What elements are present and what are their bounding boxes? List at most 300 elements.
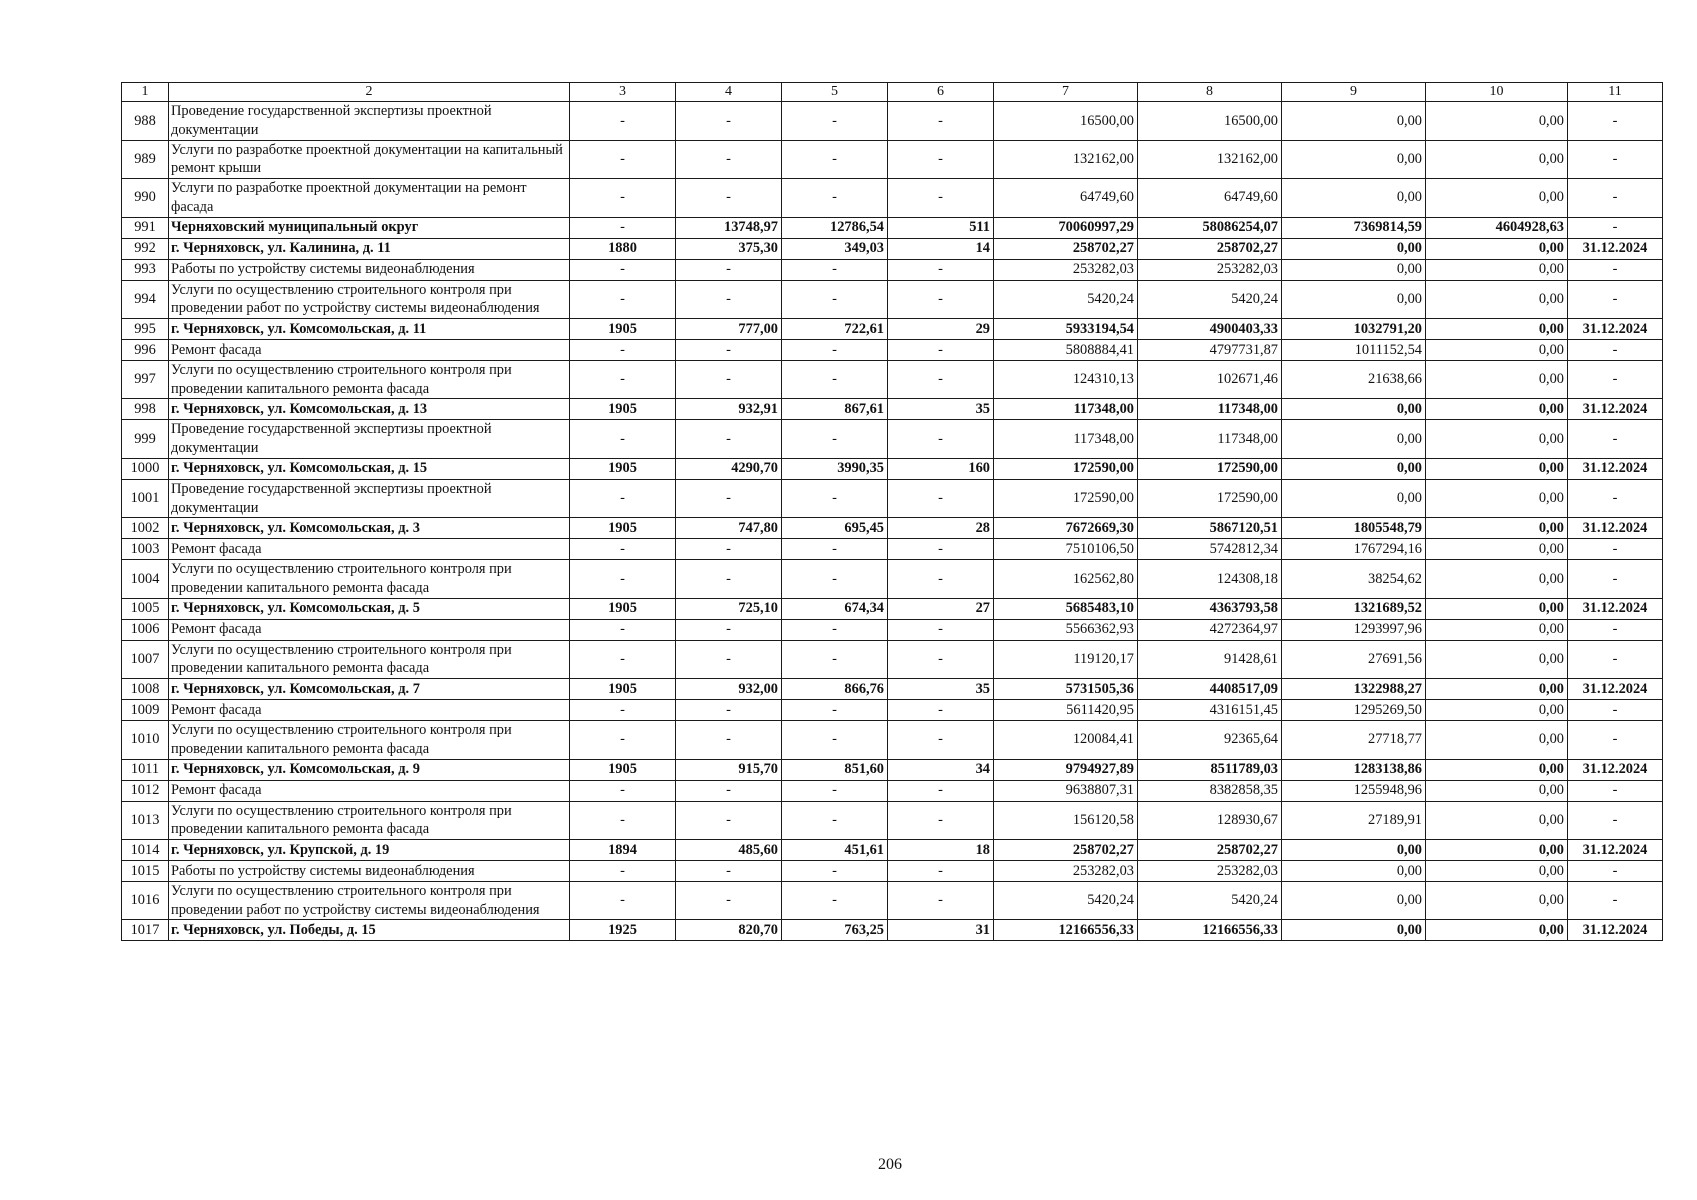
cell-owners-cost: 0,00 bbox=[1282, 179, 1426, 217]
table-row bbox=[122, 640, 1663, 678]
cell-completion-date: - bbox=[1568, 721, 1663, 759]
cell-other-cost: 0,00 bbox=[1426, 179, 1568, 217]
cell-total-area: 747,80 bbox=[676, 518, 782, 539]
cell-completion-date: 31.12.2024 bbox=[1568, 399, 1663, 420]
table-row bbox=[122, 700, 1663, 721]
cell-fund-cost: 172590,00 bbox=[1138, 479, 1282, 517]
cell-living-area: - bbox=[782, 102, 888, 140]
cell-living-area: - bbox=[782, 140, 888, 178]
table-row bbox=[122, 238, 1663, 259]
cell-owners-cost: 0,00 bbox=[1282, 882, 1426, 920]
cell-row-name: Услуги по осуществлению строительного контроля при проведении капитального ремонта фасада bbox=[169, 640, 570, 678]
cell-total-area: - bbox=[676, 339, 782, 360]
cell-build-year: - bbox=[570, 217, 676, 238]
cell-build-year: 1894 bbox=[570, 840, 676, 861]
table-row bbox=[122, 420, 1663, 458]
cell-row-name: Услуги по осуществлению строительного контроля при проведении капитального ремонта фасада bbox=[169, 721, 570, 759]
table-row bbox=[122, 179, 1663, 217]
cell-living-area: 722,61 bbox=[782, 318, 888, 339]
cell-row-number: 988 bbox=[122, 102, 169, 140]
cell-completion-date: 31.12.2024 bbox=[1568, 238, 1663, 259]
cell-residents: 511 bbox=[888, 217, 994, 238]
cell-build-year: 1905 bbox=[570, 458, 676, 479]
cell-build-year: 1880 bbox=[570, 238, 676, 259]
cell-fund-cost: 258702,27 bbox=[1138, 238, 1282, 259]
cell-other-cost: 0,00 bbox=[1426, 920, 1568, 941]
cell-residents: - bbox=[888, 360, 994, 398]
cell-other-cost: 0,00 bbox=[1426, 700, 1568, 721]
cell-residents: 14 bbox=[888, 238, 994, 259]
cell-living-area: - bbox=[782, 420, 888, 458]
cell-living-area: - bbox=[782, 179, 888, 217]
table-row bbox=[122, 399, 1663, 420]
cell-total-cost: 162562,80 bbox=[994, 560, 1138, 598]
cell-row-number: 1003 bbox=[122, 539, 169, 560]
cell-build-year: - bbox=[570, 780, 676, 801]
cell-completion-date: 31.12.2024 bbox=[1568, 458, 1663, 479]
cell-fund-cost: 12166556,33 bbox=[1138, 920, 1282, 941]
cell-living-area: 12786,54 bbox=[782, 217, 888, 238]
cell-other-cost: 0,00 bbox=[1426, 759, 1568, 780]
cell-completion-date: 31.12.2024 bbox=[1568, 679, 1663, 700]
cell-completion-date: - bbox=[1568, 640, 1663, 678]
cell-other-cost: 0,00 bbox=[1426, 598, 1568, 619]
table-row bbox=[122, 339, 1663, 360]
cell-build-year: - bbox=[570, 539, 676, 560]
cell-completion-date: - bbox=[1568, 700, 1663, 721]
cell-total-cost: 5611420,95 bbox=[994, 700, 1138, 721]
cell-fund-cost: 102671,46 bbox=[1138, 360, 1282, 398]
cell-total-cost: 9638807,31 bbox=[994, 780, 1138, 801]
cell-row-number: 999 bbox=[122, 420, 169, 458]
cell-row-name: Черняховский муниципальный округ bbox=[169, 217, 570, 238]
column-header-11: 11 bbox=[1568, 83, 1663, 102]
cell-row-number: 1002 bbox=[122, 518, 169, 539]
cell-other-cost: 0,00 bbox=[1426, 780, 1568, 801]
table-row bbox=[122, 259, 1663, 280]
cell-completion-date: - bbox=[1568, 339, 1663, 360]
cell-residents: - bbox=[888, 140, 994, 178]
table-header bbox=[122, 83, 1663, 102]
cell-total-area: - bbox=[676, 640, 782, 678]
cell-total-cost: 5933194,54 bbox=[994, 318, 1138, 339]
cell-row-number: 1007 bbox=[122, 640, 169, 678]
cell-residents: - bbox=[888, 619, 994, 640]
cell-total-area: - bbox=[676, 479, 782, 517]
cell-living-area: 867,61 bbox=[782, 399, 888, 420]
cell-total-area: - bbox=[676, 420, 782, 458]
cell-residents: 27 bbox=[888, 598, 994, 619]
cell-row-number: 1001 bbox=[122, 479, 169, 517]
cell-completion-date: - bbox=[1568, 102, 1663, 140]
table-row bbox=[122, 518, 1663, 539]
cell-completion-date: - bbox=[1568, 360, 1663, 398]
cell-completion-date: - bbox=[1568, 780, 1663, 801]
cell-total-cost: 253282,03 bbox=[994, 861, 1138, 882]
table-row bbox=[122, 479, 1663, 517]
cell-row-number: 1016 bbox=[122, 882, 169, 920]
cell-total-cost: 5420,24 bbox=[994, 280, 1138, 318]
cell-total-area: - bbox=[676, 780, 782, 801]
cell-row-name: Услуги по осуществлению строительного контроля при проведении капитального ремонта фасада bbox=[169, 801, 570, 839]
cell-residents: - bbox=[888, 882, 994, 920]
cell-build-year: 1905 bbox=[570, 679, 676, 700]
cell-total-cost: 124310,13 bbox=[994, 360, 1138, 398]
cell-other-cost: 0,00 bbox=[1426, 882, 1568, 920]
cell-residents: - bbox=[888, 479, 994, 517]
cell-owners-cost: 0,00 bbox=[1282, 259, 1426, 280]
cell-row-name: Услуги по осуществлению строительного контроля при проведении капитального ремонта фасада bbox=[169, 360, 570, 398]
cell-total-cost: 5420,24 bbox=[994, 882, 1138, 920]
cell-row-name: Проведение государственной экспертизы проектной документации bbox=[169, 420, 570, 458]
cell-row-name: г. Черняховск, ул. Комсомольская, д. 5 bbox=[169, 598, 570, 619]
cell-fund-cost: 5420,24 bbox=[1138, 882, 1282, 920]
cell-total-area: - bbox=[676, 280, 782, 318]
cell-build-year: - bbox=[570, 640, 676, 678]
cell-row-number: 993 bbox=[122, 259, 169, 280]
cell-row-number: 1004 bbox=[122, 560, 169, 598]
page-number: 206 bbox=[878, 1156, 902, 1173]
cell-row-number: 1013 bbox=[122, 801, 169, 839]
cell-row-number: 994 bbox=[122, 280, 169, 318]
cell-owners-cost: 1293997,96 bbox=[1282, 619, 1426, 640]
cell-build-year: - bbox=[570, 360, 676, 398]
cell-owners-cost: 0,00 bbox=[1282, 140, 1426, 178]
cell-row-name: г. Черняховск, ул. Комсомольская, д. 9 bbox=[169, 759, 570, 780]
cell-owners-cost: 0,00 bbox=[1282, 840, 1426, 861]
table-row bbox=[122, 920, 1663, 941]
cell-total-area: - bbox=[676, 700, 782, 721]
cell-row-name: Работы по устройству системы видеонаблюдения bbox=[169, 861, 570, 882]
table-row bbox=[122, 360, 1663, 398]
cell-total-cost: 156120,58 bbox=[994, 801, 1138, 839]
table-row bbox=[122, 318, 1663, 339]
cell-build-year: - bbox=[570, 882, 676, 920]
cell-owners-cost: 1322988,27 bbox=[1282, 679, 1426, 700]
cell-other-cost: 0,00 bbox=[1426, 259, 1568, 280]
cell-living-area: 451,61 bbox=[782, 840, 888, 861]
cell-owners-cost: 0,00 bbox=[1282, 861, 1426, 882]
cell-total-cost: 132162,00 bbox=[994, 140, 1138, 178]
cell-completion-date: - bbox=[1568, 861, 1663, 882]
cell-living-area: 866,76 bbox=[782, 679, 888, 700]
cell-owners-cost: 0,00 bbox=[1282, 479, 1426, 517]
cell-total-cost: 5566362,93 bbox=[994, 619, 1138, 640]
cell-total-cost: 70060997,29 bbox=[994, 217, 1138, 238]
cell-total-area: 777,00 bbox=[676, 318, 782, 339]
cell-fund-cost: 5420,24 bbox=[1138, 280, 1282, 318]
cell-owners-cost: 1032791,20 bbox=[1282, 318, 1426, 339]
cell-owners-cost: 1767294,16 bbox=[1282, 539, 1426, 560]
cell-build-year: 1905 bbox=[570, 318, 676, 339]
cell-row-name: Ремонт фасада bbox=[169, 780, 570, 801]
cell-total-area: 4290,70 bbox=[676, 458, 782, 479]
cell-row-number: 1006 bbox=[122, 619, 169, 640]
cell-completion-date: - bbox=[1568, 560, 1663, 598]
cell-completion-date: - bbox=[1568, 539, 1663, 560]
cell-completion-date: 31.12.2024 bbox=[1568, 598, 1663, 619]
cell-residents: 29 bbox=[888, 318, 994, 339]
table-row bbox=[122, 721, 1663, 759]
cell-owners-cost: 0,00 bbox=[1282, 280, 1426, 318]
column-header-1: 1 bbox=[122, 83, 169, 102]
column-header-9: 9 bbox=[1282, 83, 1426, 102]
data-table bbox=[121, 82, 1663, 941]
cell-total-cost: 7672669,30 bbox=[994, 518, 1138, 539]
cell-other-cost: 0,00 bbox=[1426, 539, 1568, 560]
cell-row-name: Проведение государственной экспертизы проектной документации bbox=[169, 479, 570, 517]
cell-row-number: 992 bbox=[122, 238, 169, 259]
cell-row-name: г. Черняховск, ул. Победы, д. 15 bbox=[169, 920, 570, 941]
cell-total-area: - bbox=[676, 861, 782, 882]
table-row bbox=[122, 102, 1663, 140]
cell-row-number: 989 bbox=[122, 140, 169, 178]
cell-row-name: г. Черняховск, ул. Комсомольская, д. 3 bbox=[169, 518, 570, 539]
cell-build-year: 1905 bbox=[570, 598, 676, 619]
cell-row-name: г. Черняховск, ул. Комсомольская, д. 13 bbox=[169, 399, 570, 420]
cell-fund-cost: 4797731,87 bbox=[1138, 339, 1282, 360]
cell-other-cost: 0,00 bbox=[1426, 619, 1568, 640]
cell-total-cost: 253282,03 bbox=[994, 259, 1138, 280]
cell-living-area: 674,34 bbox=[782, 598, 888, 619]
cell-other-cost: 0,00 bbox=[1426, 560, 1568, 598]
cell-completion-date: - bbox=[1568, 882, 1663, 920]
cell-owners-cost: 1283138,86 bbox=[1282, 759, 1426, 780]
cell-fund-cost: 124308,18 bbox=[1138, 560, 1282, 598]
cell-build-year: - bbox=[570, 619, 676, 640]
cell-build-year: - bbox=[570, 280, 676, 318]
cell-build-year: - bbox=[570, 721, 676, 759]
cell-other-cost: 0,00 bbox=[1426, 640, 1568, 678]
cell-row-name: г. Черняховск, ул. Комсомольская, д. 7 bbox=[169, 679, 570, 700]
cell-build-year: 1925 bbox=[570, 920, 676, 941]
cell-row-name: Ремонт фасада bbox=[169, 539, 570, 560]
cell-total-cost: 9794927,89 bbox=[994, 759, 1138, 780]
cell-fund-cost: 8382858,35 bbox=[1138, 780, 1282, 801]
cell-total-area: 915,70 bbox=[676, 759, 782, 780]
cell-living-area: 349,03 bbox=[782, 238, 888, 259]
cell-other-cost: 0,00 bbox=[1426, 420, 1568, 458]
cell-owners-cost: 38254,62 bbox=[1282, 560, 1426, 598]
cell-total-cost: 117348,00 bbox=[994, 399, 1138, 420]
cell-living-area: 695,45 bbox=[782, 518, 888, 539]
cell-total-area: 932,00 bbox=[676, 679, 782, 700]
cell-row-number: 1011 bbox=[122, 759, 169, 780]
cell-total-cost: 5685483,10 bbox=[994, 598, 1138, 619]
cell-fund-cost: 5867120,51 bbox=[1138, 518, 1282, 539]
cell-completion-date: - bbox=[1568, 619, 1663, 640]
cell-completion-date: 31.12.2024 bbox=[1568, 759, 1663, 780]
cell-build-year: - bbox=[570, 420, 676, 458]
cell-living-area: - bbox=[782, 479, 888, 517]
cell-living-area: - bbox=[782, 259, 888, 280]
cell-fund-cost: 4408517,09 bbox=[1138, 679, 1282, 700]
cell-residents: - bbox=[888, 339, 994, 360]
cell-owners-cost: 0,00 bbox=[1282, 238, 1426, 259]
cell-residents: - bbox=[888, 179, 994, 217]
table-row bbox=[122, 679, 1663, 700]
cell-row-name: г. Черняховск, ул. Комсомольская, д. 15 bbox=[169, 458, 570, 479]
cell-completion-date: - bbox=[1568, 280, 1663, 318]
cell-other-cost: 0,00 bbox=[1426, 238, 1568, 259]
cell-living-area: - bbox=[782, 339, 888, 360]
cell-residents: - bbox=[888, 801, 994, 839]
cell-completion-date: 31.12.2024 bbox=[1568, 318, 1663, 339]
cell-total-area: - bbox=[676, 539, 782, 560]
cell-row-name: Ремонт фасада bbox=[169, 619, 570, 640]
cell-total-area: - bbox=[676, 140, 782, 178]
cell-total-cost: 64749,60 bbox=[994, 179, 1138, 217]
cell-total-area: - bbox=[676, 801, 782, 839]
cell-residents: 34 bbox=[888, 759, 994, 780]
cell-row-name: Ремонт фасада bbox=[169, 339, 570, 360]
table-row bbox=[122, 780, 1663, 801]
cell-total-cost: 172590,00 bbox=[994, 479, 1138, 517]
cell-residents: - bbox=[888, 539, 994, 560]
cell-fund-cost: 4363793,58 bbox=[1138, 598, 1282, 619]
cell-fund-cost: 5742812,34 bbox=[1138, 539, 1282, 560]
cell-owners-cost: 1255948,96 bbox=[1282, 780, 1426, 801]
cell-owners-cost: 0,00 bbox=[1282, 920, 1426, 941]
cell-total-area: - bbox=[676, 360, 782, 398]
cell-build-year: - bbox=[570, 861, 676, 882]
cell-build-year: - bbox=[570, 339, 676, 360]
cell-build-year: - bbox=[570, 259, 676, 280]
cell-total-cost: 119120,17 bbox=[994, 640, 1138, 678]
table-row bbox=[122, 539, 1663, 560]
cell-other-cost: 0,00 bbox=[1426, 102, 1568, 140]
cell-other-cost: 0,00 bbox=[1426, 140, 1568, 178]
cell-fund-cost: 58086254,07 bbox=[1138, 217, 1282, 238]
cell-total-area: 375,30 bbox=[676, 238, 782, 259]
cell-residents: - bbox=[888, 420, 994, 458]
cell-total-area: - bbox=[676, 179, 782, 217]
cell-row-number: 995 bbox=[122, 318, 169, 339]
cell-build-year: - bbox=[570, 560, 676, 598]
cell-owners-cost: 1805548,79 bbox=[1282, 518, 1426, 539]
table-row bbox=[122, 140, 1663, 178]
cell-row-number: 1005 bbox=[122, 598, 169, 619]
cell-fund-cost: 132162,00 bbox=[1138, 140, 1282, 178]
cell-completion-date: 31.12.2024 bbox=[1568, 518, 1663, 539]
cell-owners-cost: 7369814,59 bbox=[1282, 217, 1426, 238]
cell-owners-cost: 0,00 bbox=[1282, 420, 1426, 458]
cell-row-name: г. Черняховск, ул. Калинина, д. 11 bbox=[169, 238, 570, 259]
column-header-3: 3 bbox=[570, 83, 676, 102]
column-header-2: 2 bbox=[169, 83, 570, 102]
column-header-10: 10 bbox=[1426, 83, 1568, 102]
cell-total-area: - bbox=[676, 259, 782, 280]
cell-row-number: 1008 bbox=[122, 679, 169, 700]
cell-owners-cost: 27718,77 bbox=[1282, 721, 1426, 759]
cell-fund-cost: 253282,03 bbox=[1138, 259, 1282, 280]
cell-total-cost: 172590,00 bbox=[994, 458, 1138, 479]
cell-residents: - bbox=[888, 560, 994, 598]
table-row bbox=[122, 759, 1663, 780]
table-row bbox=[122, 458, 1663, 479]
cell-other-cost: 0,00 bbox=[1426, 861, 1568, 882]
cell-row-name: Услуги по осуществлению строительного контроля при проведении работ по устройству системы видеонаблюдения bbox=[169, 882, 570, 920]
cell-owners-cost: 0,00 bbox=[1282, 458, 1426, 479]
cell-living-area: - bbox=[782, 861, 888, 882]
cell-residents: - bbox=[888, 780, 994, 801]
cell-living-area: - bbox=[782, 619, 888, 640]
cell-residents: 18 bbox=[888, 840, 994, 861]
cell-total-cost: 7510106,50 bbox=[994, 539, 1138, 560]
cell-living-area: 851,60 bbox=[782, 759, 888, 780]
cell-total-area: 13748,97 bbox=[676, 217, 782, 238]
cell-completion-date: - bbox=[1568, 801, 1663, 839]
cell-living-area: - bbox=[782, 539, 888, 560]
cell-row-name: Услуги по разработке проектной документации на ремонт фасада bbox=[169, 179, 570, 217]
cell-owners-cost: 1295269,50 bbox=[1282, 700, 1426, 721]
cell-fund-cost: 8511789,03 bbox=[1138, 759, 1282, 780]
cell-completion-date: - bbox=[1568, 479, 1663, 517]
cell-other-cost: 0,00 bbox=[1426, 339, 1568, 360]
cell-completion-date: - bbox=[1568, 179, 1663, 217]
cell-total-cost: 258702,27 bbox=[994, 840, 1138, 861]
cell-total-area: 820,70 bbox=[676, 920, 782, 941]
cell-fund-cost: 253282,03 bbox=[1138, 861, 1282, 882]
cell-row-name: Работы по устройству системы видеонаблюдения bbox=[169, 259, 570, 280]
cell-build-year: 1905 bbox=[570, 759, 676, 780]
table-row bbox=[122, 217, 1663, 238]
cell-completion-date: 31.12.2024 bbox=[1568, 840, 1663, 861]
cell-living-area: - bbox=[782, 882, 888, 920]
column-header-7: 7 bbox=[994, 83, 1138, 102]
table-row bbox=[122, 861, 1663, 882]
cell-owners-cost: 1321689,52 bbox=[1282, 598, 1426, 619]
cell-owners-cost: 21638,66 bbox=[1282, 360, 1426, 398]
cell-row-name: Услуги по разработке проектной документации на капитальный ремонт крыши bbox=[169, 140, 570, 178]
cell-total-cost: 258702,27 bbox=[994, 238, 1138, 259]
cell-row-name: Услуги по осуществлению строительного контроля при проведении капитального ремонта фасада bbox=[169, 560, 570, 598]
cell-residents: - bbox=[888, 280, 994, 318]
table-row bbox=[122, 280, 1663, 318]
table-body bbox=[122, 102, 1663, 941]
cell-total-area: - bbox=[676, 721, 782, 759]
cell-residents: - bbox=[888, 259, 994, 280]
cell-total-cost: 12166556,33 bbox=[994, 920, 1138, 941]
cell-living-area: - bbox=[782, 780, 888, 801]
cell-fund-cost: 117348,00 bbox=[1138, 420, 1282, 458]
cell-build-year: 1905 bbox=[570, 518, 676, 539]
cell-fund-cost: 172590,00 bbox=[1138, 458, 1282, 479]
cell-completion-date: - bbox=[1568, 420, 1663, 458]
cell-other-cost: 0,00 bbox=[1426, 458, 1568, 479]
cell-residents: - bbox=[888, 700, 994, 721]
cell-total-area: 725,10 bbox=[676, 598, 782, 619]
table-row bbox=[122, 840, 1663, 861]
cell-owners-cost: 1011152,54 bbox=[1282, 339, 1426, 360]
cell-total-area: - bbox=[676, 560, 782, 598]
cell-row-name: г. Черняховск, ул. Комсомольская, д. 11 bbox=[169, 318, 570, 339]
cell-fund-cost: 4900403,33 bbox=[1138, 318, 1282, 339]
cell-total-area: 485,60 bbox=[676, 840, 782, 861]
table-row bbox=[122, 619, 1663, 640]
cell-living-area: 3990,35 bbox=[782, 458, 888, 479]
cell-other-cost: 0,00 bbox=[1426, 840, 1568, 861]
cell-row-number: 1012 bbox=[122, 780, 169, 801]
cell-build-year: - bbox=[570, 700, 676, 721]
cell-fund-cost: 16500,00 bbox=[1138, 102, 1282, 140]
cell-total-area: - bbox=[676, 619, 782, 640]
cell-owners-cost: 0,00 bbox=[1282, 399, 1426, 420]
cell-row-name: Ремонт фасада bbox=[169, 700, 570, 721]
table-row bbox=[122, 801, 1663, 839]
column-header-4: 4 bbox=[676, 83, 782, 102]
cell-build-year: - bbox=[570, 479, 676, 517]
